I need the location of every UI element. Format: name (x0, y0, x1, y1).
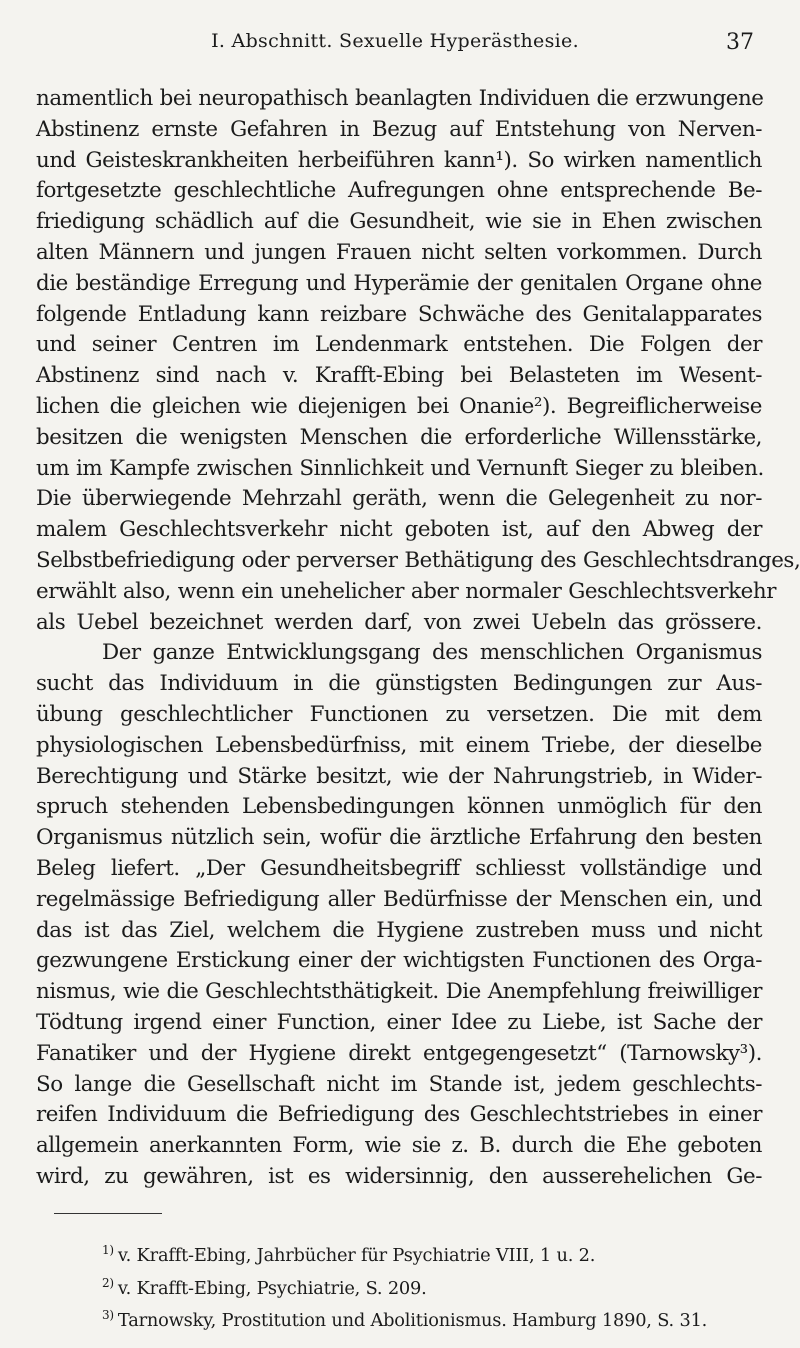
text-line: alten Männern und jungen Frauen nicht selten vorkommen. Durch (36, 239, 762, 265)
text-line: namentlich bei neuropathisch beanlagten Individuen die erzwungene (36, 86, 764, 111)
footnote-text: v. Krafft-Ebing, Psychiatrie, S. 209. (117, 1277, 427, 1299)
text-line: um im Kampfe zwischen Sinnlichkeit und Vernunft Sieger zu bleiben. (36, 455, 764, 481)
footnote-text: Tarnowsky, Prostitution und Abolitionismus. Hamburg 1890, S. 31. (117, 1310, 708, 1331)
text-line: die beständige Erregung und Hyperämie der genitalen Organe ohne (36, 270, 762, 296)
footnote-mark: 2) (102, 1275, 114, 1290)
text-line: Tödtung irgend einer Function, einer Idee zu Liebe, ist Sache der (36, 1009, 762, 1035)
text-line: physiologischen Lebensbedürfniss, mit einem Triebe, der dieselbe (36, 732, 762, 758)
text-line: lichen die gleichen wie diejenigen bei Onanie²). Begreiflicherweise (36, 393, 762, 419)
text-line: und seiner Centren im Lendenmark entstehen. Die Folgen der (36, 332, 762, 358)
text-line: regelmässige Befriedigung aller Bedürfnisse der Menschen ein, und (36, 886, 762, 912)
text-line: gezwungene Erstickung einer der wichtigsten Functionen des Orga- (36, 948, 762, 974)
text-line: erwählt also, wenn ein unehelicher aber normaler Geschlechtsverkehr (36, 578, 776, 604)
text-line: Organismus nützlich sein, wofür die ärztliche Erfahrung den besten (36, 825, 762, 851)
footnote (102, 1299, 782, 1332)
footnote-text: v. Krafft-Ebing, Jahrbücher für Psychiatrie VIII, 1 u. 2. (117, 1245, 596, 1266)
footnote-mark: 3) (102, 1308, 114, 1322)
page-number: 37 (726, 30, 754, 55)
text-line: Beleg liefert. „Der Gesundheitsbegriff schliesst vollständige und (36, 855, 762, 881)
text-line: das ist das Ziel, welchem die Hygiene zustreben muss und nicht (36, 917, 762, 943)
text-line: spruch stehenden Lebensbedingungen können unmöglich für den (36, 794, 762, 820)
text-line: und Geisteskrankheiten herbeiführen kann¹). So wirken namentlich (36, 147, 762, 173)
text-line: besitzen die wenigsten Menschen die erforderliche Willensstärke, (36, 424, 762, 450)
text-line: Die überwiegende Mehrzahl geräth, wenn die Gelegenheit zu nor- (36, 486, 762, 512)
footnotes (102, 1234, 782, 1332)
text-line: als Uebel bezeichnet werden darf, von zwei Uebeln das grössere. (36, 609, 762, 635)
text-line: Fanatiker und der Hygiene direkt entgegengesetzt“ (Tarnowsky³). (36, 1040, 762, 1066)
text-line: folgende Entladung kann reizbare Schwäche des Genitalapparates (36, 301, 762, 327)
text-line: malem Geschlechtsverkehr nicht geboten ist, auf den Abweg der (36, 517, 762, 543)
text-line: übung geschlechtlicher Functionen zu versetzen. Die mit dem (36, 701, 762, 727)
footnote-rule (54, 1213, 162, 1214)
body-text (36, 84, 800, 1193)
text-line: Berechtigung und Stärke besitzt, wie der Nahrungstrieb, in Wider- (36, 763, 762, 789)
text-line: fortgesetzte geschlechtliche Aufregungen ohne entsprechende Be- (36, 178, 762, 204)
text-line: Abstinenz sind nach v. Krafft-Ebing bei Belasteten im Wesent- (36, 363, 762, 389)
footnote (102, 1267, 782, 1300)
text-line: Abstinenz ernste Gefahren in Bezug auf Entstehung von Nerven- (36, 116, 762, 142)
footnote (102, 1234, 782, 1267)
running-title: I. Abschnitt. Sexuelle Hyperästhesie. (211, 30, 579, 52)
text-line: friedigung schädlich auf die Gesundheit, wie sie in Ehen zwischen (36, 209, 762, 235)
text-line: So lange die Gesellschaft nicht im Stande ist, jedem geschlechts- (36, 1071, 762, 1097)
text-line: reifen Individuum die Befriedigung des Geschlechtstriebes in einer (36, 1102, 762, 1128)
text-line: sucht das Individuum in die günstigsten Bedingungen zur Aus- (36, 671, 762, 697)
text-line: Selbstbefriedigung oder perverser Bethätigung des Geschlechtsdranges, (36, 547, 800, 573)
paragraph-start-line: Der ganze Entwicklungsgang des menschlichen Organismus (102, 640, 762, 666)
text-line: allgemein anerkannten Form, wie sie z. B. durch die Ehe geboten (36, 1133, 762, 1159)
text-line: wird, zu gewähren, ist es widersinnig, den ausserehelichen Ge- (36, 1163, 762, 1189)
text-line: nismus, wie die Geschlechtsthätigkeit. Die Anempfehlung freiwilliger (36, 979, 762, 1005)
running-head (36, 30, 754, 62)
footnote-mark: 1) (102, 1243, 114, 1257)
